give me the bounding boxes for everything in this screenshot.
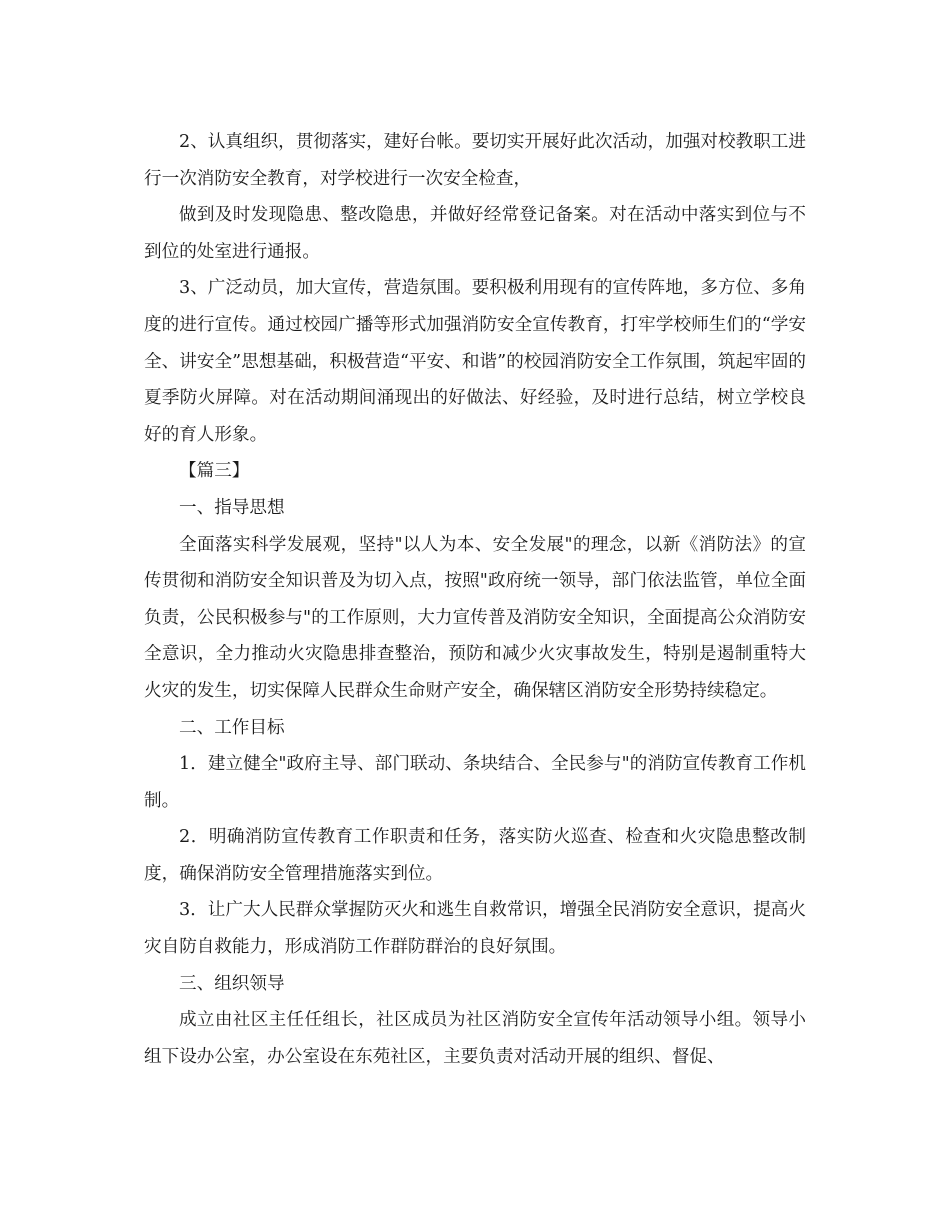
paragraph-leadership-group: 成立由社区主任任组长，社区成员为社区消防安全宣传年活动领导小组。领导小组下设办公室，办公室设在东苑社区，主要负责对活动开展的组织、督促、 bbox=[144, 1010, 806, 1067]
paragraph-guiding-ideology: 全面落实科学发展观，坚持"以人为本、安全发展"的理念，以新《消防法》的宣传贯彻和消防安全知识普及为切入点，按照"政府统一领导，部门依法监管，单位全面负责，公民积极参与"的工作原则，大力宣传普及消防安全知识，全面提高公众消防安全意识，全力推动火灾隐患排查整治，预防和减少火灾事故发生，特别是遏制重特大火灾的发生，切实保障人民群众生命财产安全，确保辖区消防安全形势持续稳定。 bbox=[144, 534, 806, 701]
paragraph-goal-2: 2．明确消防宣传教育工作职责和任务，落实防火巡查、检查和火灾隐患整改制度，确保消防安全管理措施落实到位。 bbox=[144, 827, 806, 884]
heading-work-goals: 二、工作目标 bbox=[179, 717, 285, 738]
paragraph-item-2-records: 2、认真组织，贯彻落实，建好台帐。要切实开展好此次活动，加强对校教职工进行一次消防安全教育，对学校进行一次安全检查， bbox=[144, 132, 806, 189]
paragraph-goal-1: 1．建立健全"政府主导、部门联动、条块结合、全民参与"的消防宣传教育工作机制。 bbox=[144, 754, 806, 811]
section-title-part-three: 【篇三】 bbox=[179, 461, 250, 482]
paragraph-goal-3: 3．让广大人民群众掌握防灭火和逃生自救常识，增强全民消防安全意识，提高火灾自防自救能力，形成消防工作群防群治的良好氛围。 bbox=[144, 900, 806, 958]
heading-organization-leadership: 三、组织领导 bbox=[179, 973, 285, 994]
document-page bbox=[144, 124, 806, 1075]
paragraph-item-3-publicity: 3、广泛动员，加大宣传，营造氛围。要积极利用现有的宣传阵地，多方位、多角度的进行宣传。通过校园广播等形式加强消防安全宣传教育，打牢学校师生们的“学安全、讲安全”思想基础，积极营造“平安、和谐”的校园消防安全工作氛围，筑起牢固的夏季防火屏障。对在活动期间涌现出的好做法、好经验，及时进行总结，树立学校良好的育人形象。 bbox=[144, 278, 806, 445]
paragraph-hazard-rectification: 做到及时发现隐患、整改隐患，并做好经常登记备案。对在活动中落实到位与不到位的处室进行通报。 bbox=[144, 205, 806, 262]
heading-guiding-ideology: 一、指导思想 bbox=[179, 497, 285, 518]
